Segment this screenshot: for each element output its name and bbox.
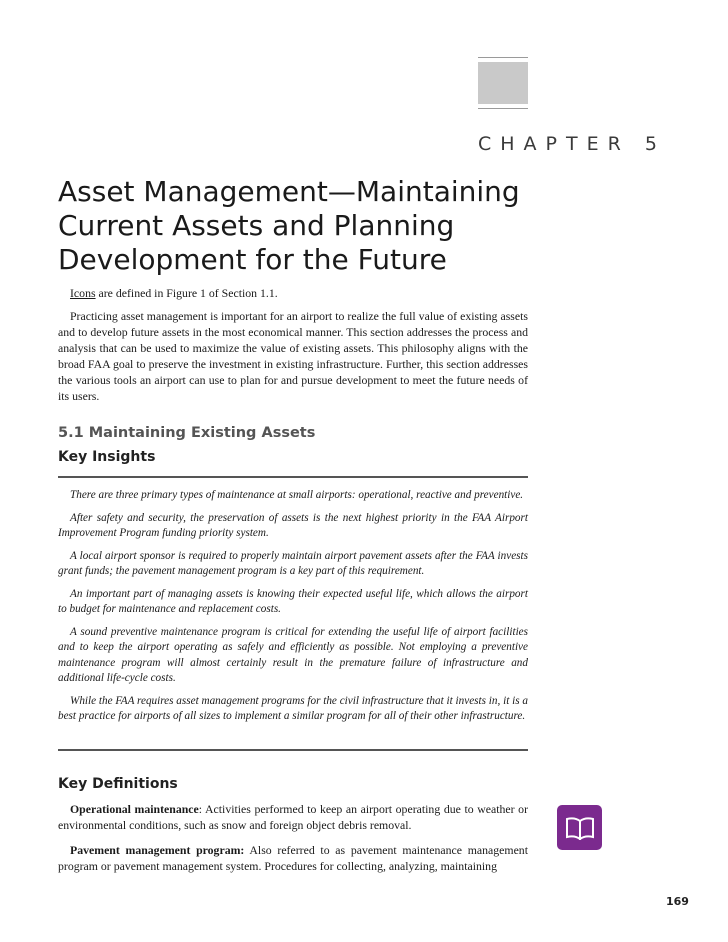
definitions-list <box>58 801 528 883</box>
key-insights-heading: Key Insights <box>58 449 156 465</box>
chapter-title: Asset Management—Maintaining Current Assets and Planning Development for the Future <box>58 175 520 276</box>
intro-text: Practicing asset management is important for an airport to realize the full value of existing assets and to develop future assets in the most economical manner. This section addresses the process and analysis that can be used to maximize the value of existing assets. This philosophy aligns with the broad FAA goal to preserve the investment in existing infrastructure. Further, this section addresses the various tools an airport can use to plan for and pursue development to meet the future needs of its users. <box>58 309 528 403</box>
chapter-label: CHAPTER 5 <box>478 133 666 155</box>
insight-item: A sound preventive maintenance program is critical for extending the useful life of airport facilities and to keep the airport operating as safely and efficiently as possible. Not employing a preventive maintenance program will almost certainly result in the premature failure of infrastructure and additional life-cycle costs. <box>58 625 528 684</box>
insight-item: A local airport sponsor is required to properly maintain airport pavement assets after the FAA invests grant funds; the pavement management program is a key part of this requirement. <box>58 549 528 577</box>
definition-text: Activities performed to keep an airport operating due to weather or environmental conditions, such as snow and foreign object debris removal. <box>58 802 528 832</box>
key-insights-box <box>58 476 528 751</box>
page-number: 169 <box>666 895 689 908</box>
insight-item: After safety and security, the preservation of assets is the next highest priority in the FAA Airport Improvement Program funding priority system. <box>58 511 528 539</box>
definition-term: Operational maintenance <box>70 802 199 816</box>
definition-term: Pavement management program: <box>70 843 245 857</box>
insight-item: While the FAA requires asset management programs for the civil infrastructure that it invests in, it is a best practice for airports of all sizes to implement a similar program for all of their other infrastructure. <box>58 694 528 722</box>
icons-link[interactable]: Icons <box>70 286 96 300</box>
chapter-rule-bottom <box>478 108 528 109</box>
book-icon <box>557 805 602 850</box>
chapter-marker <box>478 57 528 109</box>
icons-note <box>58 285 528 301</box>
insight-item: An important part of managing assets is knowing their expected useful life, which allows the airport to budget for maintenance and replacement costs. <box>58 587 528 615</box>
icons-note-text: are defined in Figure 1 of Section 1.1. <box>95 286 278 300</box>
chapter-square <box>478 62 528 104</box>
definition-item: Operational maintenance: Activities performed to keep an airport operating due to weather or environmental conditions, such as snow and foreign object debris removal. <box>58 802 528 832</box>
intro-paragraph <box>58 308 528 404</box>
section-heading: 5.1 Maintaining Existing Assets <box>58 425 316 441</box>
insight-item: There are three primary types of maintenance at small airports: operational, reactive and preventive. <box>70 489 524 501</box>
key-definitions-heading: Key Definitions <box>58 776 178 792</box>
chapter-rule-top <box>478 57 528 58</box>
definition-text: Also referred to as pavement maintenance management program or pavement management system. Procedures for collecting, analyzing, maintaining <box>58 843 528 873</box>
definition-item <box>58 842 528 874</box>
